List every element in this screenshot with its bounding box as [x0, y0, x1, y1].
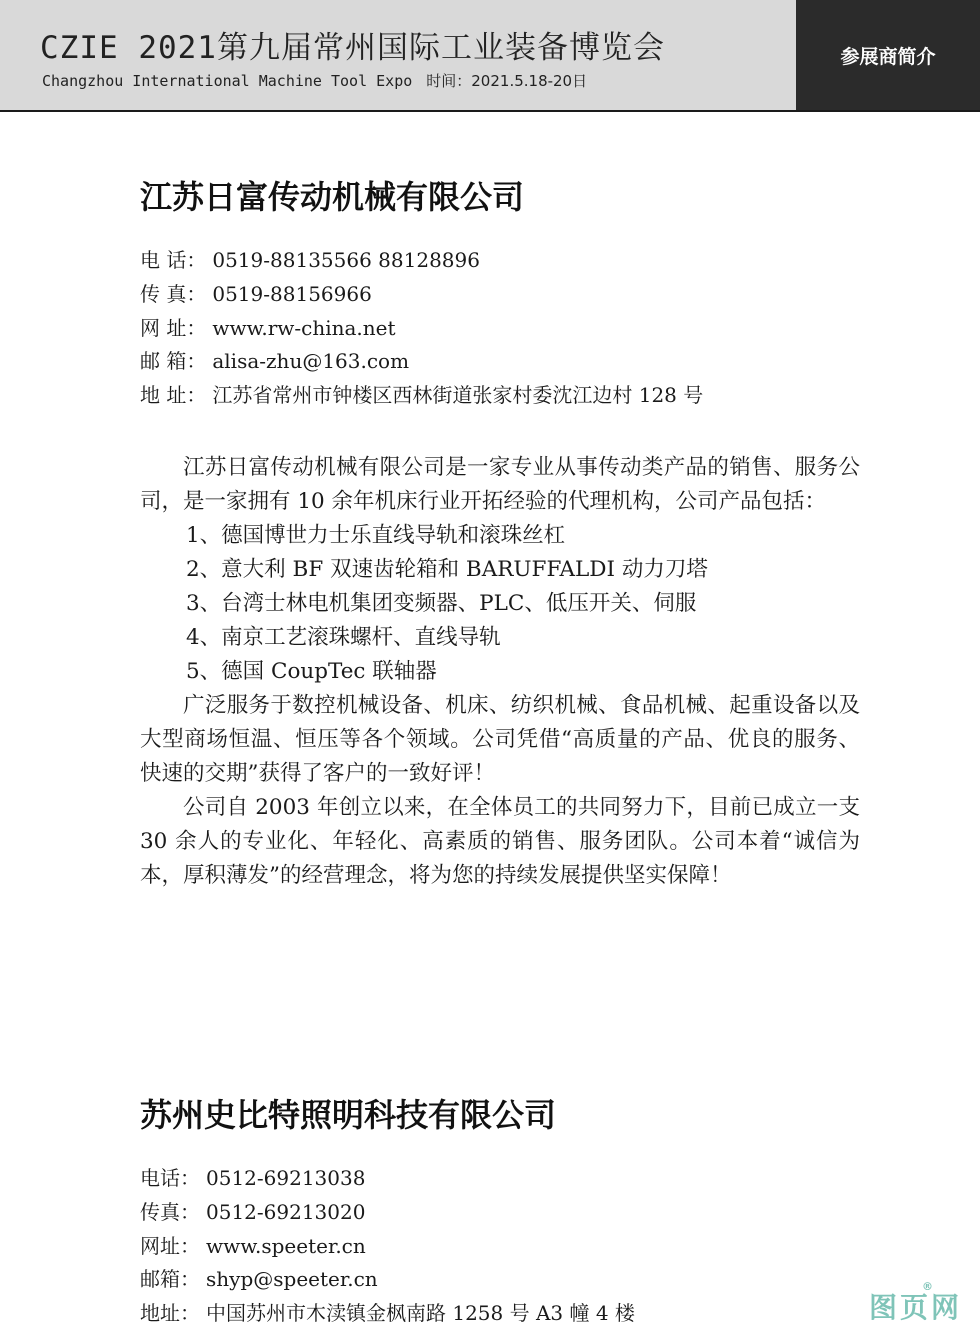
contact-value: alisa-zhu@163.com [212, 349, 410, 374]
company-name: 江苏日富传动机械有限公司 [140, 178, 525, 216]
watermark-text: 图页网 [868, 1291, 962, 1324]
page-header [0, 0, 980, 112]
expo-subtitle [42, 70, 587, 91]
contact-email [140, 1263, 860, 1297]
expo-date: 时间：2021.5.18-20日 [426, 72, 588, 90]
contact-value: 0512-69213038 [206, 1166, 366, 1190]
contact-label: 传 真： [140, 281, 207, 306]
contact-value: 0519-88135566 88128896 [212, 248, 480, 272]
product-item: 4、南京工艺滚珠螺杆、直线导轨 [186, 624, 501, 650]
history-paragraph: 公司自 2003 年创立以来，在全体员工的共同努力下，目前已成立一支 30 余人的专业化、年轻化、高素质的销售、服务团队。公司本着“诚信为本，厚积薄发”的经营理念，将为您的持续发展提供坚实保障！ [140, 794, 860, 888]
contact-value: www.rw-china.net [212, 315, 396, 340]
contact-label: 网址： [140, 1233, 200, 1258]
contact-label: 电话： [140, 1166, 200, 1190]
product-item: 1、德国博世力士乐直线导轨和滚珠丝杠 [186, 522, 566, 548]
contact-value: www.speeter.cn [206, 1233, 366, 1258]
contact-value: 江苏省常州市钟楼区西林街道张家村委沈江边村 128 号 [212, 383, 704, 408]
contact-label: 邮 箱： [140, 349, 207, 374]
contact-fax [140, 278, 860, 312]
product-item: 2、意大利 BF 双速齿轮箱和 BARUFFALDI 动力刀塔 [186, 556, 708, 582]
contact-label: 地 址： [140, 383, 207, 408]
company-name: 苏州史比特照明科技有限公司 [140, 1096, 557, 1134]
expo-english-name: Changzhou International Machine Tool Expo [42, 72, 413, 90]
contact-website [140, 1230, 860, 1264]
contact-value: 中国苏州市木渎镇金枫南路 1258 号 A3 幢 4 楼 [206, 1301, 635, 1326]
intro-paragraph: 江苏日富传动机械有限公司是一家专业从事传动类产品的销售、服务公司，是一家拥有 10 余年机床行业开拓经验的代理机构，公司产品包括： [140, 454, 860, 514]
registered-mark: ® [922, 1280, 936, 1293]
company-profile-rifu [140, 172, 860, 893]
site-watermark [868, 1280, 962, 1326]
contact-phone [140, 1162, 860, 1196]
company-profile-speeter [140, 1090, 860, 1331]
contact-fax [140, 1196, 860, 1230]
contact-label: 邮箱： [140, 1267, 200, 1292]
section-tag: 参展商简介 [796, 0, 980, 110]
contact-value: shyp@speeter.cn [206, 1267, 378, 1292]
contact-list [140, 1162, 860, 1331]
product-item: 5、德国 CoupTec 联轴器 [186, 658, 437, 684]
expo-title: CZIE 2021第九届常州国际工业装备博览会 [40, 30, 665, 66]
contact-value: 0519-88156966 [212, 281, 372, 306]
service-paragraph: 广泛服务于数控机械设备、机床、纺织机械、食品机械、起重设备以及大型商场恒温、恒压等各个领域。公司凭借“高质量的产品、优良的服务、快速的交期”获得了客户的一致好评！ [140, 692, 860, 786]
contact-label: 传真： [140, 1199, 200, 1224]
contact-label: 网 址： [140, 315, 207, 340]
product-item: 3、台湾士林电机集团变频器、PLC、低压开关、伺服 [186, 590, 697, 616]
contact-website [140, 312, 860, 346]
contact-label: 电 话： [140, 248, 207, 272]
contact-address [140, 1297, 860, 1331]
contact-label: 地址： [140, 1301, 200, 1326]
contact-email [140, 345, 860, 379]
contact-address [140, 379, 860, 413]
contact-list [140, 244, 860, 413]
contact-value: 0512-69213020 [206, 1199, 366, 1224]
company-description [140, 451, 860, 893]
contact-phone [140, 244, 860, 278]
